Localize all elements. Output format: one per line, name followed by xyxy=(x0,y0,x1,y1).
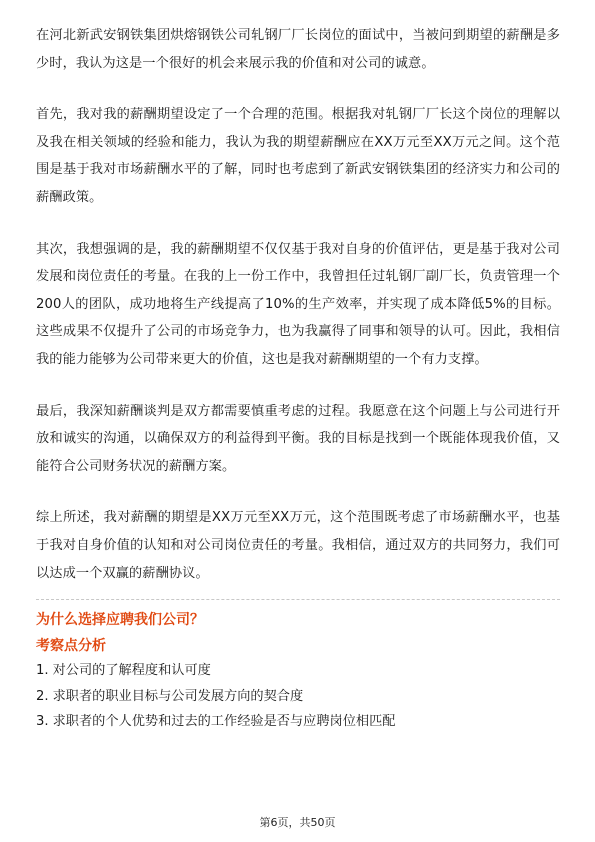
question-heading: 为什么选择应聘我们公司？ xyxy=(36,612,204,629)
analysis-list xyxy=(36,658,560,735)
page-number: 第6页，共50页 xyxy=(259,816,336,829)
list-item-number: 1. xyxy=(36,663,49,679)
intro-paragraph: 在河北新武安钢铁集团烘熔钢铁公司轧钢厂厂长岗位的面试中，当被问到期望的薪酬是多少时，我认为这是一个很好的机会来展示我的价值和对公司的诚意。 xyxy=(36,28,560,71)
section-divider xyxy=(36,599,560,600)
document-body xyxy=(36,22,560,735)
list-item xyxy=(36,684,560,710)
list-item xyxy=(36,709,560,735)
list-item-text: 求职者的个人优势和过去的工作经验是否与应聘岗位相匹配 xyxy=(52,714,396,730)
paragraph-last-point: 最后，我深知薪酬谈判是双方都需要慎重考虑的过程。我愿意在这个问题上与公司进行开放和诚实的沟通，以确保双方的利益得到平衡。我的目标是找到一个既能体现我价值，又能符合公司财务状况的薪酬方案。 xyxy=(36,403,560,474)
list-item-number: 3. xyxy=(36,714,49,730)
paragraph-second-point: 其次，我想强调的是，我的薪酬期望不仅仅基于我对自身的价值评估，更是基于我对公司发展和岗位责任的考量。在我的上一份工作中，我曾担任过轧钢厂副厂长，负责管理一个200人的团队，成功地将生产线提高了10%的生产效率，并实现了成本降低5%的目标。这些成果不仅提升了公司的市场竞争力，也为我赢得了同事和领导的认可。因此，我相信我的能力能够为公司带来更大的价值，这也是我对薪酬期望的一个有力支撑。 xyxy=(36,241,560,367)
list-item-text: 对公司的了解程度和认可度 xyxy=(52,663,211,679)
analysis-heading: 考察点分析 xyxy=(36,638,106,655)
summary-paragraph: 综上所述，我对薪酬的期望是XX万元至XX万元，这个范围既考虑了市场薪酬水平，也基于我对自身价值的认知和对公司岗位责任的考量。我相信，通过双方的共同努力，我们可以达成一个双赢的薪酬协议。 xyxy=(36,510,560,581)
list-item xyxy=(36,658,560,684)
list-item-number: 2. xyxy=(36,688,49,704)
list-item-text: 求职者的职业目标与公司发展方向的契合度 xyxy=(52,688,304,704)
paragraph-first-point: 首先，我对我的薪酬期望设定了一个合理的范围。根据我对轧钢厂厂长这个岗位的理解以及我在相关领域的经验和能力，我认为我的期望薪酬应在XX万元至XX万元之间。这个范围是基于我对市场薪酬水平的了解，同时也考虑到了新武安钢铁集团的经济实力和公司的薪酬政策。 xyxy=(36,107,560,205)
